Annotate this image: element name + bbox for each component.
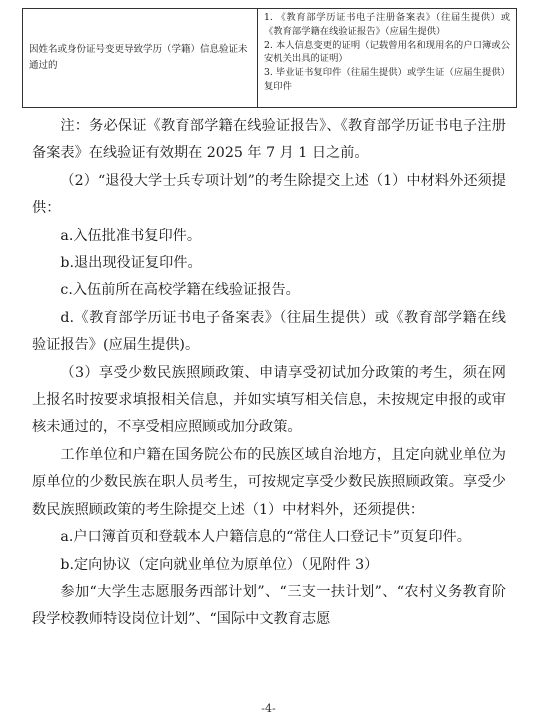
table-condition-cell bbox=[23, 9, 258, 107]
document-body bbox=[32, 113, 506, 634]
item-3b: b.定向协议（定向就业单位为原单位）（见附件 3） bbox=[60, 556, 379, 573]
table-material-item-2: 2. 本人信息变更的证明（记载曾用名和现用名的户口簿或公安机关出具的证明） bbox=[264, 39, 510, 65]
section-3-paragraph: （3）享受少数民族照顾政策、申请享受初试加分政策的考生，须在网上报名时按要求填报相关信息，并如实填写相关信息，未按规定申报的或审核未通过的，不享受相应照顾或加分政策。 bbox=[32, 364, 506, 436]
volunteer-programs-paragraph: 参加“大学生志愿服务西部计划”、“三支一扶计划”、“农村义务教育阶段学校教师特设岗位计划”、“国际中文教育志愿 bbox=[32, 583, 506, 628]
item-2d: d.《教育部学历证书电子备案表》（往届生提供）或《教育部学籍在线验证报告》(应届生提供)。 bbox=[32, 309, 506, 354]
minority-policy-paragraph: 工作单位和户籍在国务院公布的民族区域自治地方，且定向就业单位为原单位的少数民族在职人员考生，可按规定享受少数民族照顾政策。享受少数民族照顾政策的考生除提交上述（1）中材料外，还须提供： bbox=[32, 446, 506, 518]
table-materials-cell bbox=[258, 9, 516, 107]
item-2a: a.入伍批准书复印件。 bbox=[60, 227, 202, 244]
item-2c: c.入伍前所在高校学籍在线验证报告。 bbox=[60, 282, 300, 299]
table-material-item-1: 1. 《教育部学历证书电子注册备案表》（往届生提供）或《教育部学籍在线验证报告》（应届生提供） bbox=[264, 12, 510, 37]
table-material-item-3: 3. 毕业证书复印件（往届生提供）或学生证（应届生提供）复印件 bbox=[264, 67, 510, 92]
item-2b: b.退出现役证复印件。 bbox=[60, 255, 202, 272]
table-condition-text: 因姓名或身份证号变更导致学历（学籍）信息验证未通过的 bbox=[29, 44, 248, 71]
page-number: -4- bbox=[261, 702, 276, 715]
section-2-heading: （2）“退役大学士兵专项计划”的考生除提交上述（1）中材料外还须提供： bbox=[32, 172, 506, 217]
requirements-table bbox=[22, 8, 517, 108]
note-paragraph: 注：务必保证《教育部学籍在线验证报告》、《教育部学历证书电子注册备案表》在线验证有效期在 2025 年 7 月 1 日之前。 bbox=[32, 118, 506, 162]
item-3a: a.户口簿首页和登载本人户籍信息的“常住人口登记卡”页复印件。 bbox=[60, 529, 471, 546]
